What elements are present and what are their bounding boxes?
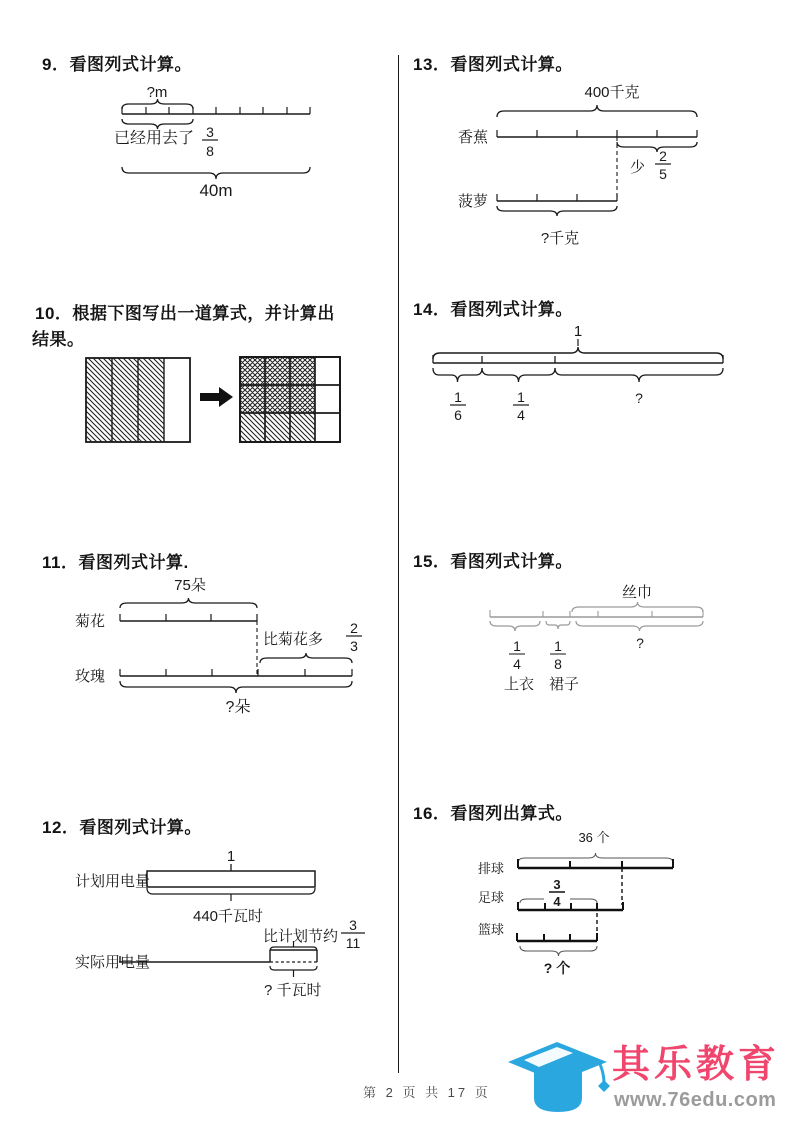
p12-unit-label: 1 <box>226 848 236 865</box>
p14-fraction2 <box>513 389 529 423</box>
p14-fraction1 <box>450 389 466 423</box>
p9-total-label: 40m <box>199 181 233 200</box>
p15-ticks <box>490 610 703 617</box>
p15-top-label: 丝巾 <box>621 584 653 601</box>
p12-question-bracket <box>270 966 317 977</box>
p15-scarf-brace <box>572 602 703 612</box>
p14-ticks <box>433 355 723 363</box>
problem-16-diagram <box>468 826 700 981</box>
p13-less-brace <box>617 142 697 152</box>
p10-right-square <box>240 357 340 442</box>
p12-planned-bracket <box>147 888 315 901</box>
p9-top-brace <box>122 99 193 109</box>
brand-website: www.76edu.com <box>614 1089 777 1111</box>
p16-question-brace <box>520 946 597 956</box>
p14-fraction1-denominator: 6 <box>454 407 462 423</box>
p16-row1-label: 排球 <box>478 861 505 876</box>
p11-chrysanthemum-brace <box>120 598 257 608</box>
p15-fraction2-numerator: 1 <box>554 638 562 654</box>
p11-row1-label: 菊花 <box>75 613 106 630</box>
p9-used-brace <box>122 119 193 129</box>
problem-11-title: 11．看图列式计算. <box>42 553 189 572</box>
p14-part2-brace <box>482 368 555 382</box>
p14-part3-brace <box>555 368 723 382</box>
p11-extra-part-brace <box>260 653 352 663</box>
problem-14-title: 14．看图列式计算。 <box>413 300 573 319</box>
p10-left-hatched-area <box>86 358 164 442</box>
p16-fraction-denominator: 4 <box>553 894 561 909</box>
p11-chrysanthemum-ticks <box>120 614 257 621</box>
p12-planned-box <box>147 871 315 887</box>
p12-row1-value: 440千瓦时 <box>192 908 264 925</box>
problem-16-title: 16．看图列出算式。 <box>413 804 573 823</box>
p14-question-label: ? <box>635 390 643 406</box>
p13-less-label: 少 <box>630 159 646 176</box>
p13-question-brace <box>497 206 617 216</box>
p12-question-label: ? 千瓦时 <box>264 982 322 999</box>
p15-question-brace <box>576 621 703 631</box>
p9-used-label: 已经用去了 <box>114 130 195 147</box>
p16-fraction-numerator: 3 <box>553 877 561 892</box>
problem-10-title-line2: 结果。 <box>32 330 85 349</box>
p13-fraction-numerator: 2 <box>659 148 667 164</box>
p14-fraction1-numerator: 1 <box>454 389 462 405</box>
p15-part2-brace <box>546 621 570 629</box>
p13-banana-ticks <box>497 130 697 137</box>
p11-compare-fraction <box>346 620 362 654</box>
p13-top-label: 400千克 <box>584 84 640 101</box>
p13-row1-label: 香蕉 <box>458 129 489 146</box>
problem-12-diagram <box>70 840 382 1000</box>
p12-save-fraction <box>341 917 365 951</box>
logo-graduation-cap-icon <box>498 1036 618 1118</box>
p14-total-brace <box>433 347 723 359</box>
problem-11-diagram <box>70 570 382 718</box>
problem-13-diagram <box>445 78 715 253</box>
p12-row1-label: 计划用电量 <box>75 873 151 890</box>
column-divider <box>398 55 399 1073</box>
p16-volleyball-brace <box>518 853 673 863</box>
p16-row3-label: 篮球 <box>478 922 505 937</box>
p15-fraction1-numerator: 1 <box>513 638 521 654</box>
problem-13-title: 13．看图列式计算。 <box>413 55 573 74</box>
p14-unit-label: 1 <box>573 323 583 340</box>
p14-fraction2-numerator: 1 <box>517 389 525 405</box>
p12-save-label: 比计划节约 <box>263 928 339 945</box>
problem-15-diagram <box>478 576 718 696</box>
p15-fraction2 <box>550 638 566 672</box>
p16-question-label: ? 个 <box>543 960 571 976</box>
p15-fraction1 <box>509 638 525 672</box>
problem-9-diagram <box>95 80 340 202</box>
problem-10-diagram <box>80 350 350 446</box>
p10-right-hatched-area <box>240 413 315 442</box>
p11-row2-label: 玫瑰 <box>75 668 106 685</box>
p15-fraction2-denominator: 8 <box>554 656 562 672</box>
p15-part2-label: 裙子 <box>548 676 580 693</box>
problem-9-title: 9．看图列式计算。 <box>42 55 192 74</box>
page-number: 第 2 页 共 17 页 <box>363 1085 491 1100</box>
p16-top-label: 36 个 <box>578 830 610 845</box>
p14-fraction2-denominator: 4 <box>517 407 525 423</box>
cap-tassel-knob <box>598 1080 610 1092</box>
p13-less-fraction <box>655 148 671 182</box>
p13-fraction-denominator: 5 <box>659 166 667 182</box>
p11-compare-label: 比菊花多 <box>263 631 324 648</box>
problem-15-title: 15．看图列式计算。 <box>413 552 573 571</box>
p9-question-length-label: ?m <box>146 84 168 101</box>
problem-10-title-line1: 10．根据下图写出一道算式，并计算出 <box>35 304 335 323</box>
p12-row2-label: 实际用电量 <box>75 954 151 971</box>
p11-rose-ticks <box>120 669 352 676</box>
brand-name: 其乐教育 <box>612 1044 781 1086</box>
p10-left-square <box>86 358 190 442</box>
p13-row2-label: 菠萝 <box>458 193 489 210</box>
cap-tassel-cord <box>600 1064 604 1083</box>
p16-row2-label: 足球 <box>478 890 505 905</box>
p10-arrow-icon <box>200 387 233 407</box>
p9-total-brace <box>122 167 310 179</box>
problem-12-title: 12．看图列式计算。 <box>42 818 202 837</box>
p9-fraction-denominator: 8 <box>206 143 214 159</box>
p16-volleyball-ticks <box>518 859 673 868</box>
p13-pineapple-ticks <box>497 194 617 201</box>
p11-question-brace <box>120 681 352 693</box>
p13-question-label: ?千克 <box>540 230 580 247</box>
p9-fraction-numerator: 3 <box>206 124 214 140</box>
p12-fraction-denominator: 11 <box>345 935 361 951</box>
p9-tick-marks <box>122 107 310 114</box>
p9-used-fraction <box>202 124 218 159</box>
problem-14-diagram <box>425 318 737 428</box>
p12-saved-box <box>270 950 317 962</box>
p14-part1-brace <box>433 368 482 382</box>
p11-fraction-numerator: 2 <box>350 620 358 636</box>
p11-fraction-denominator: 3 <box>350 638 358 654</box>
p12-fraction-numerator: 3 <box>349 917 357 933</box>
p15-part1-label: 上衣 <box>503 676 535 693</box>
p11-top-label: 75朵 <box>174 577 206 594</box>
p13-total-brace <box>497 105 697 117</box>
p15-question-label: ? <box>636 635 644 651</box>
p15-fraction1-denominator: 4 <box>513 656 521 672</box>
p11-question-label: ?朵 <box>225 699 251 716</box>
p15-part1-brace <box>490 621 540 631</box>
